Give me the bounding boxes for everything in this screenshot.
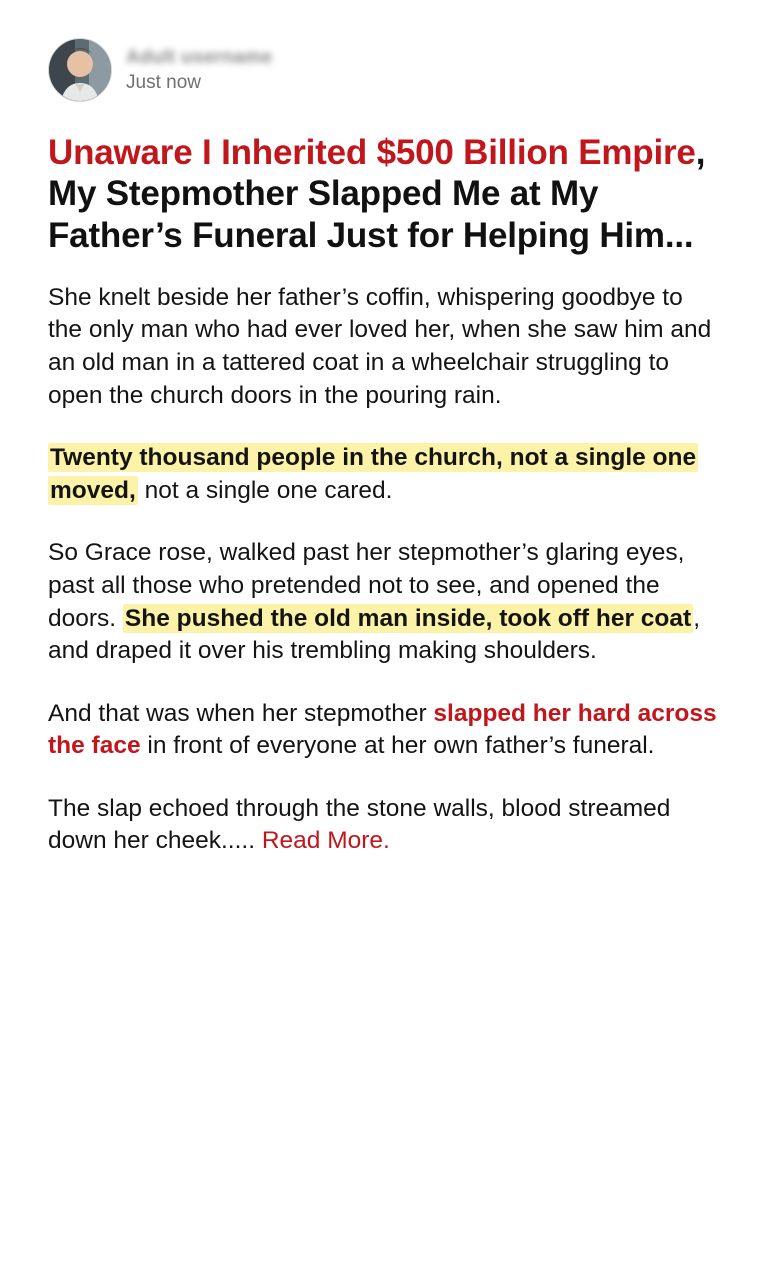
paragraph-1 — [48, 282, 720, 412]
post-body — [48, 282, 720, 858]
paragraph-1-text: She knelt beside her father’s coffin, whispering goodbye to the only man who had ever loved her, when she saw him and an old man in a tattered coat in a wheelchair struggling to open the church doors in the pouring rain. — [48, 283, 712, 409]
post-header — [48, 38, 720, 102]
title-highlight: Unaware I Inherited $500 Billion Empire — [48, 133, 696, 172]
paragraph-3 — [48, 537, 720, 667]
read-more-link[interactable]: Read More. — [255, 827, 390, 855]
author-name[interactable]: Adult username — [126, 47, 273, 68]
user-photo-avatar-icon — [49, 39, 111, 101]
paragraph-5 — [48, 793, 720, 858]
page-title — [48, 132, 720, 256]
paragraph-4-rest: in front of everyone at her own father’s funeral. — [140, 732, 655, 760]
highlighted-text-2: She pushed the old man inside, took off her coat — [124, 604, 692, 632]
title-rest: , My Stepmother Slapped Me at My Father’s Funeral Just for Helping Him... — [48, 133, 706, 255]
paragraph-5-lead: The slap echoed through the stone walls, blood streamed down her cheek..... — [48, 794, 671, 855]
paragraph-3-rest: , and draped it over his trembling making shoulders. — [48, 604, 700, 665]
paragraph-2 — [48, 442, 720, 507]
avatar[interactable] — [48, 38, 112, 102]
post-timestamp: Just now — [126, 72, 201, 93]
highlighted-text-1: Twenty thousand people in the church, not a single one moved, — [50, 444, 697, 504]
author-block — [126, 48, 272, 92]
paragraph-2-rest: not a single one cared. — [137, 476, 393, 504]
paragraph-3-lead: So Grace rose, walked past her stepmother’s glaring eyes, past all those who pretended not to see, and opened the doors. — [48, 539, 685, 632]
emphasis-red-text: slapped her hard across the face — [48, 699, 717, 760]
paragraph-4 — [48, 698, 720, 763]
paragraph-4-lead: And that was when her stepmother — [48, 699, 434, 727]
